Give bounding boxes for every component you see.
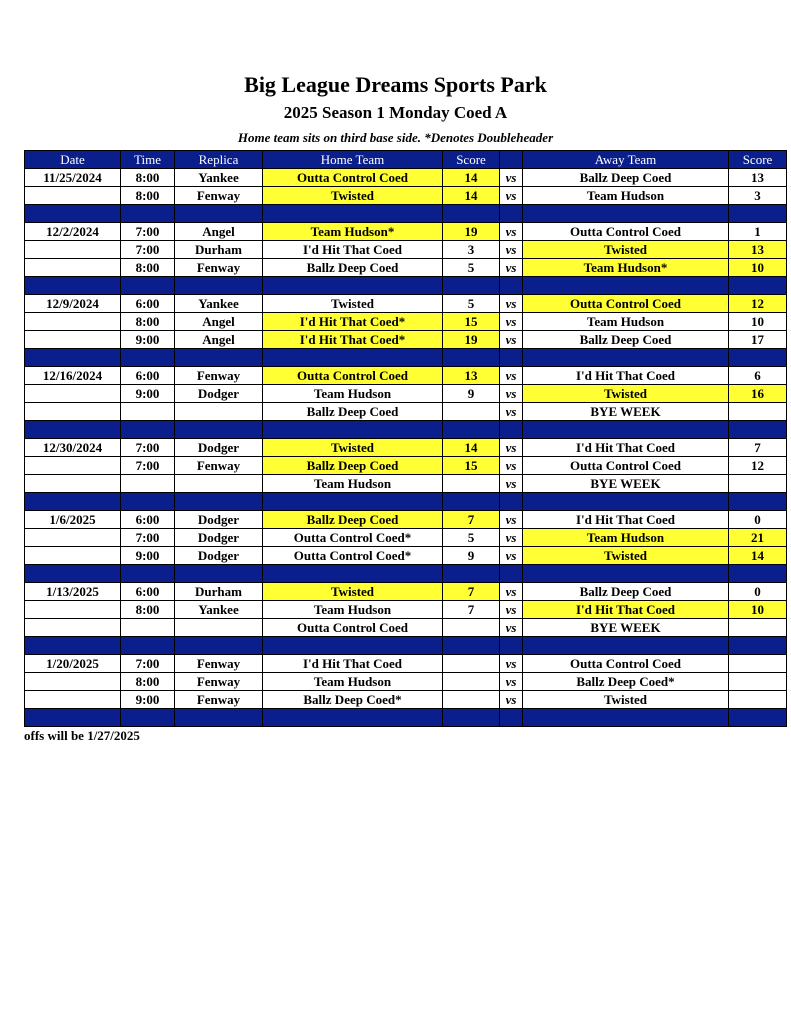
replica-cell: Fenway (175, 259, 263, 277)
away-score-cell: 16 (729, 385, 787, 403)
game-row (25, 601, 787, 619)
away-team-cell: Ballz Deep Coed (523, 331, 729, 349)
away-score-cell: 10 (729, 313, 787, 331)
vs-cell: vs (500, 331, 523, 349)
home-score-cell: 15 (443, 457, 500, 475)
separator-cell (121, 493, 175, 511)
home-team-cell: Outta Control Coed (263, 367, 443, 385)
separator-cell (729, 205, 787, 223)
separator-cell (175, 349, 263, 367)
date-cell (25, 619, 121, 637)
page-title: Big League Dreams Sports Park (244, 72, 547, 97)
home-score-cell: 7 (443, 601, 500, 619)
home-team-cell: Team Hudson (263, 385, 443, 403)
replica-cell: Dodger (175, 385, 263, 403)
home-team-cell: Team Hudson (263, 601, 443, 619)
game-row (25, 475, 787, 493)
separator-cell (443, 493, 500, 511)
home-team-cell: Ballz Deep Coed (263, 511, 443, 529)
home-score-cell: 9 (443, 547, 500, 565)
home-team-cell: Ballz Deep Coed (263, 457, 443, 475)
vs-cell: vs (500, 295, 523, 313)
home-score-cell: 7 (443, 511, 500, 529)
home-score-cell (443, 475, 500, 493)
vs-cell: vs (500, 619, 523, 637)
week-separator (25, 709, 787, 727)
away-team-cell: Outta Control Coed (523, 457, 729, 475)
away-score-cell (729, 619, 787, 637)
vs-cell: vs (500, 511, 523, 529)
separator-cell (443, 637, 500, 655)
date-cell: 1/20/2025 (25, 655, 121, 673)
separator-cell (175, 637, 263, 655)
header-replica: Replica (175, 151, 263, 169)
game-row (25, 691, 787, 709)
header-away-score: Score (729, 151, 787, 169)
date-cell (25, 547, 121, 565)
away-score-cell: 12 (729, 457, 787, 475)
away-team-cell: Team Hudson (523, 529, 729, 547)
home-team-cell: Team Hudson (263, 475, 443, 493)
vs-cell: vs (500, 529, 523, 547)
date-cell: 12/30/2024 (25, 439, 121, 457)
separator-cell (443, 565, 500, 583)
separator-cell (443, 205, 500, 223)
separator-cell (175, 421, 263, 439)
time-cell: 6:00 (121, 295, 175, 313)
separator-cell (500, 349, 523, 367)
date-cell (25, 241, 121, 259)
game-row (25, 655, 787, 673)
separator-cell (121, 637, 175, 655)
away-team-cell: Twisted (523, 547, 729, 565)
time-cell: 9:00 (121, 331, 175, 349)
game-row (25, 457, 787, 475)
vs-cell: vs (500, 583, 523, 601)
replica-cell: Yankee (175, 295, 263, 313)
replica-cell: Dodger (175, 511, 263, 529)
time-cell: 7:00 (121, 223, 175, 241)
separator-cell (263, 565, 443, 583)
game-row (25, 313, 787, 331)
home-team-cell: Team Hudson* (263, 223, 443, 241)
replica-cell: Fenway (175, 691, 263, 709)
time-cell: 7:00 (121, 457, 175, 475)
away-team-cell: Team Hudson* (523, 259, 729, 277)
away-team-cell: Twisted (523, 691, 729, 709)
separator-cell (121, 709, 175, 727)
away-score-cell: 14 (729, 547, 787, 565)
game-row (25, 529, 787, 547)
replica-cell (175, 619, 263, 637)
away-team-cell: I'd Hit That Coed (523, 367, 729, 385)
game-row (25, 583, 787, 601)
date-cell: 1/6/2025 (25, 511, 121, 529)
schedule-table (24, 150, 787, 727)
separator-cell (729, 637, 787, 655)
time-cell: 9:00 (121, 547, 175, 565)
away-score-cell: 10 (729, 259, 787, 277)
separator-cell (729, 349, 787, 367)
home-team-cell: Twisted (263, 583, 443, 601)
time-cell: 8:00 (121, 313, 175, 331)
home-team-cell: Outta Control Coed (263, 169, 443, 187)
separator-cell (263, 277, 443, 295)
time-cell: 7:00 (121, 655, 175, 673)
replica-cell: Dodger (175, 439, 263, 457)
away-score-cell (729, 655, 787, 673)
week-separator (25, 421, 787, 439)
home-team-cell: Outta Control Coed* (263, 529, 443, 547)
home-team-cell: Outta Control Coed (263, 619, 443, 637)
home-team-cell: I'd Hit That Coed* (263, 313, 443, 331)
away-team-cell: Ballz Deep Coed (523, 583, 729, 601)
week-separator (25, 637, 787, 655)
home-score-cell: 14 (443, 187, 500, 205)
date-cell (25, 313, 121, 331)
separator-cell (25, 205, 121, 223)
separator-cell (729, 493, 787, 511)
vs-cell: vs (500, 439, 523, 457)
replica-cell (175, 403, 263, 421)
separator-cell (523, 349, 729, 367)
vs-cell: vs (500, 367, 523, 385)
away-score-cell (729, 673, 787, 691)
date-cell (25, 187, 121, 205)
vs-cell: vs (500, 475, 523, 493)
date-cell (25, 601, 121, 619)
replica-cell (175, 475, 263, 493)
vs-cell: vs (500, 547, 523, 565)
separator-cell (523, 565, 729, 583)
footnote: offs will be 1/27/2025 (24, 728, 140, 743)
week-separator (25, 205, 787, 223)
game-row (25, 295, 787, 313)
home-team-cell: Outta Control Coed* (263, 547, 443, 565)
separator-cell (263, 637, 443, 655)
game-row (25, 547, 787, 565)
replica-cell: Angel (175, 223, 263, 241)
away-team-cell: I'd Hit That Coed (523, 511, 729, 529)
separator-cell (121, 421, 175, 439)
replica-cell: Angel (175, 331, 263, 349)
home-team-cell: I'd Hit That Coed* (263, 331, 443, 349)
header-home-score: Score (443, 151, 500, 169)
replica-cell: Durham (175, 583, 263, 601)
home-score-cell: 19 (443, 331, 500, 349)
date-cell: 11/25/2024 (25, 169, 121, 187)
replica-cell: Fenway (175, 187, 263, 205)
header-time: Time (121, 151, 175, 169)
replica-cell: Yankee (175, 601, 263, 619)
separator-cell (263, 205, 443, 223)
away-score-cell: 7 (729, 439, 787, 457)
week-separator (25, 277, 787, 295)
separator-cell (500, 277, 523, 295)
away-team-cell: Team Hudson (523, 187, 729, 205)
away-score-cell: 13 (729, 169, 787, 187)
away-team-cell: Ballz Deep Coed (523, 169, 729, 187)
week-separator (25, 565, 787, 583)
date-cell (25, 457, 121, 475)
away-team-cell: Team Hudson (523, 313, 729, 331)
home-score-cell: 3 (443, 241, 500, 259)
vs-cell: vs (500, 673, 523, 691)
separator-cell (121, 349, 175, 367)
separator-cell (443, 421, 500, 439)
away-team-cell: Outta Control Coed (523, 223, 729, 241)
time-cell (121, 403, 175, 421)
separator-cell (263, 709, 443, 727)
home-team-cell: Twisted (263, 295, 443, 313)
date-cell (25, 385, 121, 403)
away-team-cell: Outta Control Coed (523, 655, 729, 673)
replica-cell: Dodger (175, 529, 263, 547)
separator-cell (729, 709, 787, 727)
away-team-cell: BYE WEEK (523, 403, 729, 421)
replica-cell: Dodger (175, 547, 263, 565)
separator-cell (25, 637, 121, 655)
header-away-team: Away Team (523, 151, 729, 169)
vs-cell: vs (500, 403, 523, 421)
vs-cell: vs (500, 187, 523, 205)
time-cell: 6:00 (121, 583, 175, 601)
replica-cell: Yankee (175, 169, 263, 187)
separator-cell (121, 277, 175, 295)
home-score-cell (443, 655, 500, 673)
date-cell (25, 403, 121, 421)
time-cell: 9:00 (121, 691, 175, 709)
separator-cell (729, 421, 787, 439)
separator-cell (500, 205, 523, 223)
away-score-cell: 3 (729, 187, 787, 205)
home-team-cell: Ballz Deep Coed (263, 259, 443, 277)
home-team-cell: I'd Hit That Coed (263, 241, 443, 259)
separator-cell (500, 637, 523, 655)
away-score-cell: 17 (729, 331, 787, 349)
away-team-cell: I'd Hit That Coed (523, 439, 729, 457)
week-separator (25, 493, 787, 511)
date-cell (25, 691, 121, 709)
game-row (25, 511, 787, 529)
replica-cell: Fenway (175, 655, 263, 673)
separator-cell (443, 277, 500, 295)
separator-cell (263, 493, 443, 511)
home-score-cell: 5 (443, 529, 500, 547)
home-team-cell: Twisted (263, 439, 443, 457)
game-row (25, 169, 787, 187)
game-row (25, 331, 787, 349)
time-cell: 8:00 (121, 169, 175, 187)
home-score-cell: 5 (443, 295, 500, 313)
home-score-cell (443, 673, 500, 691)
time-cell (121, 619, 175, 637)
away-score-cell (729, 691, 787, 709)
away-score-cell: 13 (729, 241, 787, 259)
separator-cell (25, 421, 121, 439)
page-subtitle: 2025 Season 1 Monday Coed A (283, 103, 508, 122)
separator-cell (443, 709, 500, 727)
game-row (25, 673, 787, 691)
header-row (25, 151, 787, 169)
vs-cell: vs (500, 691, 523, 709)
separator-cell (175, 493, 263, 511)
home-score-cell: 19 (443, 223, 500, 241)
date-cell: 12/16/2024 (25, 367, 121, 385)
game-row (25, 259, 787, 277)
separator-cell (500, 565, 523, 583)
away-score-cell: 12 (729, 295, 787, 313)
away-score-cell: 21 (729, 529, 787, 547)
home-score-cell (443, 619, 500, 637)
separator-cell (523, 277, 729, 295)
vs-cell: vs (500, 223, 523, 241)
separator-cell (523, 205, 729, 223)
home-team-cell: Ballz Deep Coed* (263, 691, 443, 709)
replica-cell: Angel (175, 313, 263, 331)
home-score-cell: 7 (443, 583, 500, 601)
separator-cell (175, 565, 263, 583)
replica-cell: Fenway (175, 457, 263, 475)
time-cell: 8:00 (121, 187, 175, 205)
home-score-cell: 14 (443, 439, 500, 457)
time-cell: 8:00 (121, 259, 175, 277)
home-score-cell: 9 (443, 385, 500, 403)
header-vs (500, 151, 523, 169)
game-row (25, 385, 787, 403)
game-row (25, 439, 787, 457)
home-score-cell (443, 403, 500, 421)
away-team-cell: BYE WEEK (523, 619, 729, 637)
home-team-cell: I'd Hit That Coed (263, 655, 443, 673)
home-score-cell: 14 (443, 169, 500, 187)
vs-cell: vs (500, 457, 523, 475)
date-cell (25, 673, 121, 691)
away-score-cell (729, 403, 787, 421)
separator-cell (263, 349, 443, 367)
separator-cell (175, 205, 263, 223)
time-cell: 9:00 (121, 385, 175, 403)
separator-cell (121, 205, 175, 223)
separator-cell (729, 277, 787, 295)
away-team-cell: BYE WEEK (523, 475, 729, 493)
away-score-cell: 1 (729, 223, 787, 241)
separator-cell (500, 421, 523, 439)
separator-cell (500, 493, 523, 511)
schedule-note: Home team sits on third base side. *Denotes Doubleheader (237, 130, 554, 145)
replica-cell: Fenway (175, 673, 263, 691)
separator-cell (500, 709, 523, 727)
time-cell: 7:00 (121, 241, 175, 259)
date-cell: 12/2/2024 (25, 223, 121, 241)
time-cell (121, 475, 175, 493)
vs-cell: vs (500, 313, 523, 331)
date-cell (25, 331, 121, 349)
date-cell: 12/9/2024 (25, 295, 121, 313)
date-cell (25, 259, 121, 277)
time-cell: 8:00 (121, 673, 175, 691)
home-team-cell: Twisted (263, 187, 443, 205)
separator-cell (121, 565, 175, 583)
game-row (25, 367, 787, 385)
date-cell (25, 475, 121, 493)
game-row (25, 187, 787, 205)
away-team-cell: Twisted (523, 385, 729, 403)
game-row (25, 223, 787, 241)
away-score-cell: 0 (729, 583, 787, 601)
separator-cell (25, 349, 121, 367)
separator-cell (25, 709, 121, 727)
away-team-cell: Ballz Deep Coed* (523, 673, 729, 691)
week-separator (25, 349, 787, 367)
header-date: Date (25, 151, 121, 169)
separator-cell (25, 493, 121, 511)
away-score-cell: 6 (729, 367, 787, 385)
separator-cell (175, 709, 263, 727)
away-score-cell (729, 475, 787, 493)
away-score-cell: 10 (729, 601, 787, 619)
time-cell: 6:00 (121, 367, 175, 385)
vs-cell: vs (500, 655, 523, 673)
vs-cell: vs (500, 169, 523, 187)
away-score-cell: 0 (729, 511, 787, 529)
away-team-cell: Twisted (523, 241, 729, 259)
separator-cell (523, 709, 729, 727)
date-cell: 1/13/2025 (25, 583, 121, 601)
time-cell: 8:00 (121, 601, 175, 619)
separator-cell (523, 421, 729, 439)
date-cell (25, 529, 121, 547)
separator-cell (263, 421, 443, 439)
separator-cell (729, 565, 787, 583)
header-home-team: Home Team (263, 151, 443, 169)
separator-cell (175, 277, 263, 295)
game-row (25, 619, 787, 637)
time-cell: 7:00 (121, 439, 175, 457)
separator-cell (443, 349, 500, 367)
home-score-cell: 13 (443, 367, 500, 385)
separator-cell (523, 637, 729, 655)
home-team-cell: Ballz Deep Coed (263, 403, 443, 421)
time-cell: 6:00 (121, 511, 175, 529)
separator-cell (25, 277, 121, 295)
away-team-cell: Outta Control Coed (523, 295, 729, 313)
time-cell: 7:00 (121, 529, 175, 547)
separator-cell (523, 493, 729, 511)
game-row (25, 241, 787, 259)
home-score-cell: 15 (443, 313, 500, 331)
vs-cell: vs (500, 241, 523, 259)
home-team-cell: Team Hudson (263, 673, 443, 691)
separator-cell (25, 565, 121, 583)
vs-cell: vs (500, 601, 523, 619)
replica-cell: Durham (175, 241, 263, 259)
schedule-body (25, 169, 787, 727)
home-score-cell: 5 (443, 259, 500, 277)
game-row (25, 403, 787, 421)
vs-cell: vs (500, 259, 523, 277)
replica-cell: Fenway (175, 367, 263, 385)
home-score-cell (443, 691, 500, 709)
vs-cell: vs (500, 385, 523, 403)
away-team-cell: I'd Hit That Coed (523, 601, 729, 619)
